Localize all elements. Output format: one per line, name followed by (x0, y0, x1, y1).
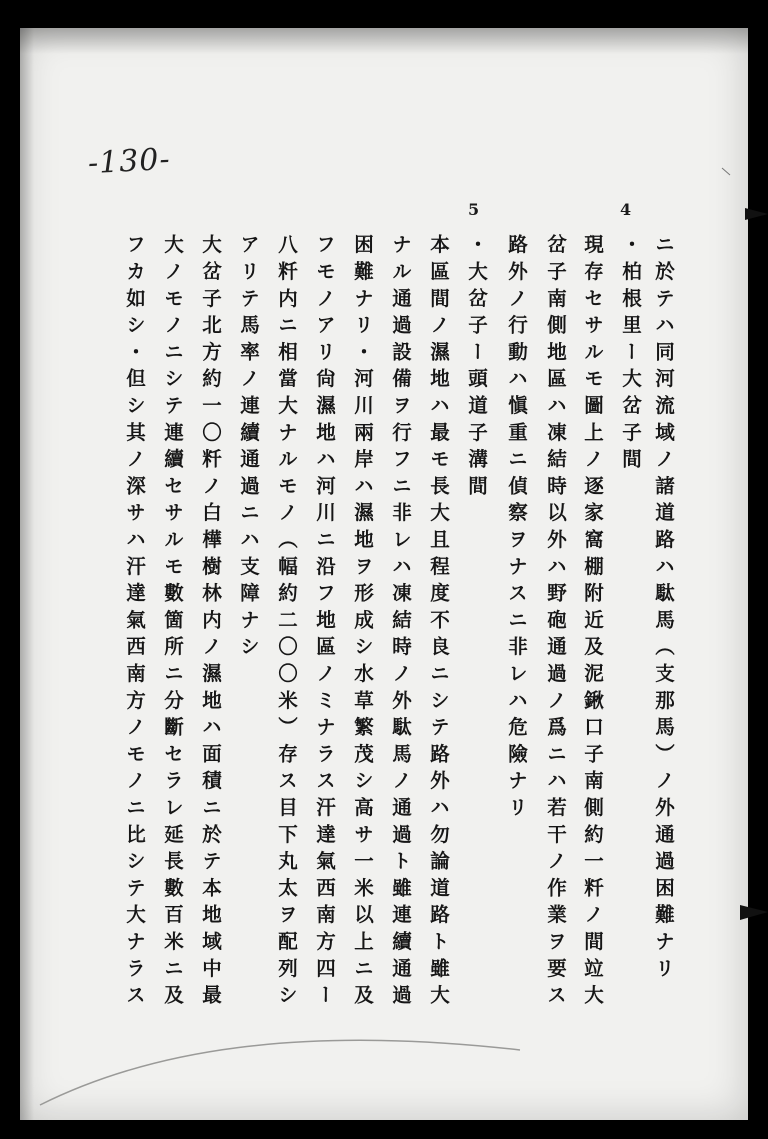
text-line-8: ナル通過設備ヲ行フニ非レハ凍結時ノ外駄馬ノ通過ト雖連續通過 (389, 234, 412, 1012)
text-line-2: ・柏根里ー大岔子間 (619, 234, 642, 476)
page-number: -130- (87, 141, 172, 182)
section-number-5: 5 (468, 200, 480, 219)
text-line-4: 岔子南側地區ハ凍結時以外ハ野砲通過ノ爲ニハ若干ノ作業ヲ要ス (544, 234, 567, 1012)
text-line-5: 路外ノ行動ハ愼重ニ偵察ヲナスニ非レハ危險ナリ (505, 234, 528, 824)
text-line-1: ニ於テハ同河流域ノ諸道路ハ駄馬（支那馬）ノ外通過困難ナリ (652, 234, 675, 985)
text-line-9: 困難ナリ・河川兩岸ハ濕地ヲ形成シ水草繁茂シ高サ一米以上ニ及 (351, 234, 374, 1012)
text-line-15: フカ如シ・但シ其ノ深サハ汗達氣西南方ノモノニ比シテ大ナラス (123, 234, 146, 1012)
text-line-12: アリテ馬率ノ連續通過ニハ支障ナシ (237, 234, 260, 663)
text-line-13: 大岔子北方約一〇粁ノ白樺樹林内ノ濕地ハ面積ニ於テ本地域中最 (199, 234, 222, 1012)
text-line-3: 現存セサルモ圖上ノ逐家窩棚附近及泥鍬口子南側約一粁ノ間竝大 (581, 234, 604, 1012)
text-line-7: 本區間ノ濕地ハ最モ長大且程度不良ニシテ路外ハ勿論道路ト雖大 (427, 234, 450, 1012)
text-line-11: 八粁内ニ相當大ナルモノ（幅約二〇〇米）存ス目下丸太ヲ配列シ (275, 234, 298, 1012)
text-line-10: フモノアリ尙濕地ハ河川ニ沿フ地區ノミナラス汗達氣西南方四ー (313, 234, 336, 1012)
text-line-6: ・大岔子ー頭道子溝間 (465, 234, 488, 502)
text-line-14: 大ノモノニシテ連續セサルモ數箇所ニ分斷セラレ延長數百米ニ及 (161, 234, 184, 1012)
section-number-4: 4 (620, 200, 632, 219)
